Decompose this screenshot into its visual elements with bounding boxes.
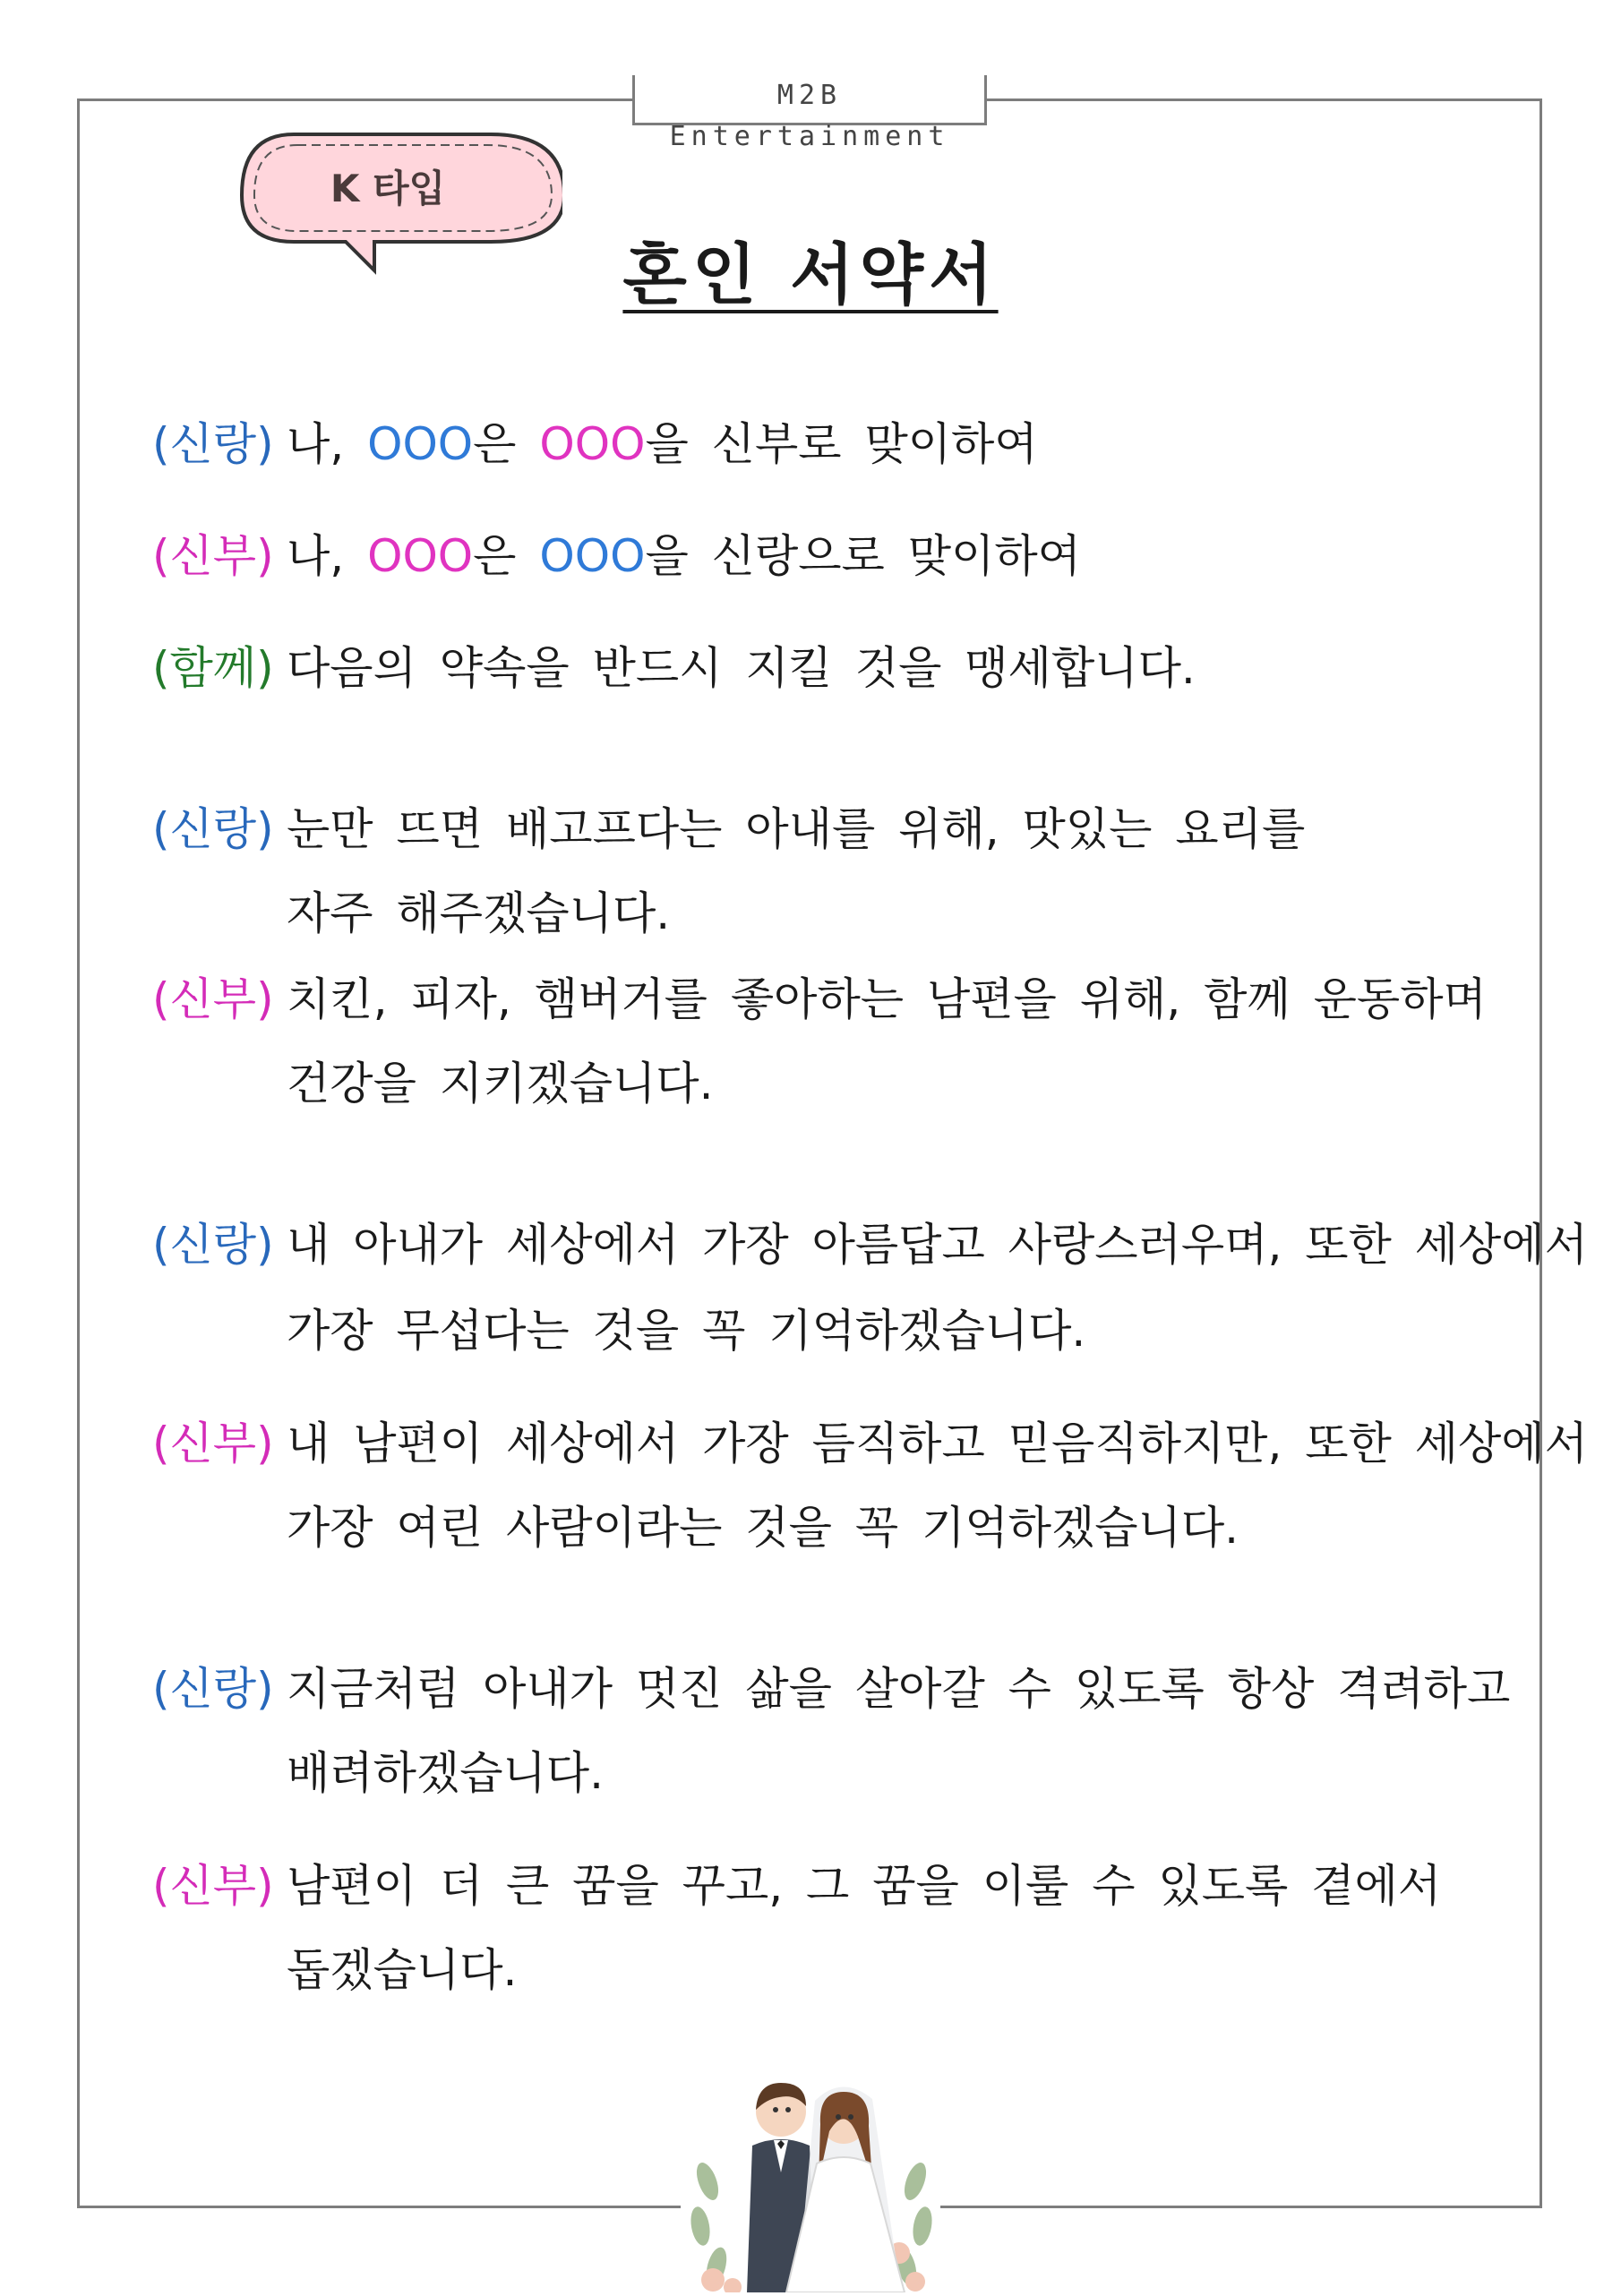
brand-label: M2B Entertainment — [632, 75, 987, 125]
vow-line: 배려하겠습니다. — [287, 1747, 604, 1799]
badge-label: K 타입 — [330, 167, 446, 210]
role-bride: (신부) — [152, 973, 274, 1025]
intro-bride: (신부) 나, OOO은 OOO을 신랑으로 맞이하여 — [152, 530, 1081, 582]
vow-line: (신부) 치킨, 피자, 햄버거를 좋아하는 남편을 위해, 함께 운동하며 — [152, 973, 1487, 1025]
name-placeholder: OOO — [539, 418, 646, 470]
intro-groom: (신랑) 나, OOO은 OOO을 신부로 맞이하여 — [152, 418, 1038, 470]
wedding-couple-icon — [681, 2074, 940, 2292]
role-bride: (신부) — [152, 1860, 274, 1912]
role-groom: (신랑) — [152, 1219, 274, 1271]
role-together: (함께) — [152, 642, 274, 694]
vow-line: 가장 무섭다는 것을 꼭 기억하겠습니다. — [287, 1305, 1086, 1357]
role-bride: (신부) — [152, 1418, 274, 1469]
vow-line: (신랑) 내 아내가 세상에서 가장 아름답고 사랑스러우며, 또한 세상에서 — [152, 1219, 1588, 1271]
name-placeholder: OOO — [367, 418, 474, 470]
role-groom: (신랑) — [152, 418, 274, 470]
vow-line: 돕겠습니다. — [287, 1944, 518, 1996]
name-placeholder: OOO — [367, 530, 474, 582]
vow-line: 자주 해주겠습니다. — [287, 887, 671, 939]
vow-line: 건강을 지키겠습니다. — [287, 1058, 714, 1109]
role-bride: (신부) — [152, 530, 274, 582]
vow-line: (신부) 남편이 더 큰 꿈을 꾸고, 그 꿈을 이룰 수 있도록 곁에서 — [152, 1860, 1442, 1912]
role-groom: (신랑) — [152, 1663, 274, 1715]
vow-line: 가장 여린 사람이라는 것을 꼭 기억하겠습니다. — [287, 1502, 1239, 1554]
vow-line: (신랑) 눈만 뜨면 배고프다는 아내를 위해, 맛있는 요리를 — [152, 803, 1306, 855]
role-groom: (신랑) — [152, 803, 274, 855]
vow-line: (신랑) 지금처럼 아내가 멋진 삶을 살아갈 수 있도록 항상 격려하고 — [152, 1663, 1511, 1715]
intro-together: (함께) 다음의 약속을 반드시 지킬 것을 맹세합니다. — [152, 642, 1196, 694]
vow-line: (신부) 내 남편이 세상에서 가장 듬직하고 믿음직하지만, 또한 세상에서 — [152, 1418, 1588, 1469]
document-title: 혼인 서약서 — [622, 236, 999, 313]
name-placeholder: OOO — [539, 530, 646, 582]
